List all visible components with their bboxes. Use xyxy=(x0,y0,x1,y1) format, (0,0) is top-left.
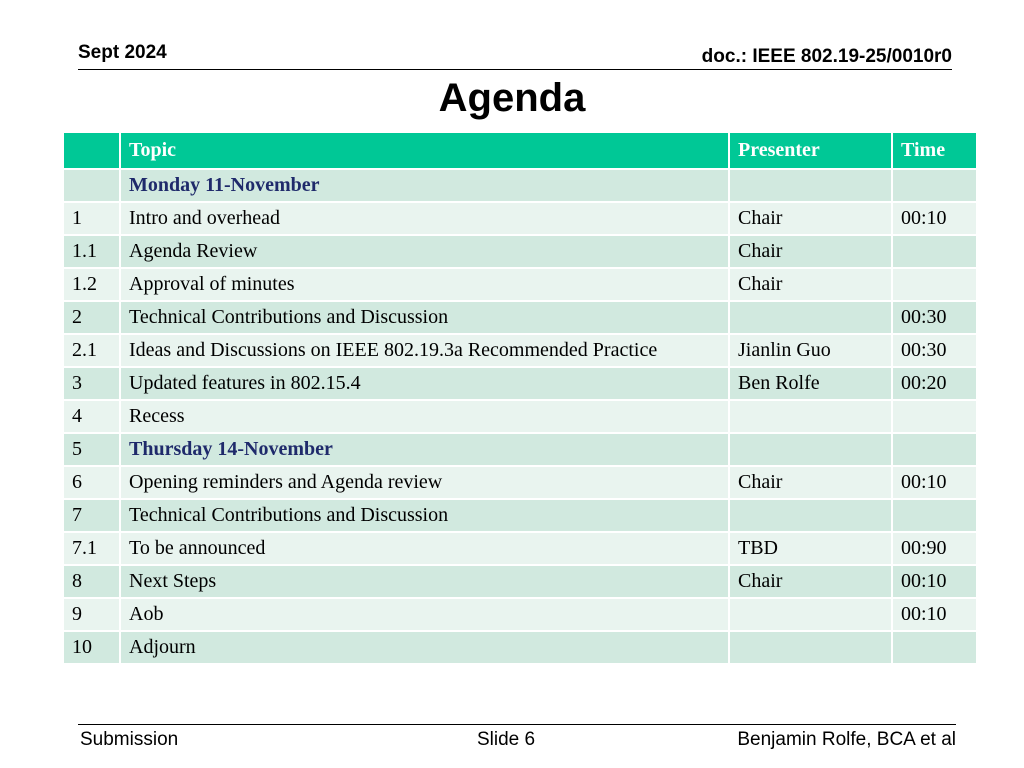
cell-time: 00:90 xyxy=(892,532,977,565)
col-header-time: Time xyxy=(892,132,977,169)
cell-presenter xyxy=(729,301,892,334)
cell-topic-day: Monday 11-November xyxy=(120,169,729,202)
cell-time: 00:30 xyxy=(892,301,977,334)
cell-time xyxy=(892,631,977,664)
footer-slide-number: Slide 6 xyxy=(477,729,536,750)
cell-topic: Opening reminders and Agenda review xyxy=(120,466,729,499)
footer-divider xyxy=(78,724,956,725)
cell-time: 00:10 xyxy=(892,466,977,499)
table-header-row xyxy=(63,132,977,169)
cell-topic: Aob xyxy=(120,598,729,631)
cell-presenter: Chair xyxy=(729,565,892,598)
cell-presenter xyxy=(729,433,892,466)
footer-submission: Submission xyxy=(80,729,179,750)
cell-topic: Technical Contributions and Discussion xyxy=(120,499,729,532)
table-row xyxy=(63,400,977,433)
col-header-number xyxy=(63,132,120,169)
col-header-topic: Topic xyxy=(120,132,729,169)
cell-number: 1.1 xyxy=(63,235,120,268)
cell-presenter: Chair xyxy=(729,268,892,301)
cell-time xyxy=(892,235,977,268)
cell-time xyxy=(892,499,977,532)
cell-number: 10 xyxy=(63,631,120,664)
cell-topic: Approval of minutes xyxy=(120,268,729,301)
cell-topic: Agenda Review xyxy=(120,235,729,268)
col-header-presenter: Presenter xyxy=(729,132,892,169)
cell-time: 00:10 xyxy=(892,598,977,631)
cell-topic: Adjourn xyxy=(120,631,729,664)
cell-presenter: Ben Rolfe xyxy=(729,367,892,400)
table-row xyxy=(63,433,977,466)
table-row xyxy=(63,466,977,499)
cell-topic: Recess xyxy=(120,400,729,433)
cell-topic: To be announced xyxy=(120,532,729,565)
cell-number: 8 xyxy=(63,565,120,598)
cell-presenter: Chair xyxy=(729,202,892,235)
table-row xyxy=(63,334,977,367)
cell-number: 4 xyxy=(63,400,120,433)
cell-topic: Next Steps xyxy=(120,565,729,598)
cell-time: 00:30 xyxy=(892,334,977,367)
table-row xyxy=(63,367,977,400)
table-row xyxy=(63,202,977,235)
cell-number: 6 xyxy=(63,466,120,499)
cell-number: 7.1 xyxy=(63,532,120,565)
agenda-table xyxy=(62,131,978,665)
cell-presenter xyxy=(729,169,892,202)
table-row xyxy=(63,169,977,202)
cell-presenter xyxy=(729,400,892,433)
table-row xyxy=(63,268,977,301)
cell-topic: Technical Contributions and Discussion xyxy=(120,301,729,334)
table-row xyxy=(63,235,977,268)
cell-time xyxy=(892,169,977,202)
cell-number: 9 xyxy=(63,598,120,631)
cell-number: 1.2 xyxy=(63,268,120,301)
cell-presenter xyxy=(729,631,892,664)
cell-number: 3 xyxy=(63,367,120,400)
table-row xyxy=(63,631,977,664)
header-divider xyxy=(78,69,952,70)
cell-topic: Ideas and Discussions on IEEE 802.19.3a Recommended Practice xyxy=(120,334,729,367)
cell-time xyxy=(892,433,977,466)
table-row xyxy=(63,499,977,532)
cell-number xyxy=(63,169,120,202)
footer-author: Benjamin Rolfe, BCA et al xyxy=(737,729,956,750)
cell-presenter: TBD xyxy=(729,532,892,565)
header-doc-id: doc.: IEEE 802.19-25/0010r0 xyxy=(701,46,952,67)
table-row xyxy=(63,565,977,598)
cell-topic: Intro and overhead xyxy=(120,202,729,235)
cell-number: 1 xyxy=(63,202,120,235)
cell-presenter: Jianlin Guo xyxy=(729,334,892,367)
cell-topic-day: Thursday 14-November xyxy=(120,433,729,466)
slide-title: Agenda xyxy=(438,76,586,120)
cell-presenter xyxy=(729,598,892,631)
cell-presenter xyxy=(729,499,892,532)
cell-topic: Updated features in 802.15.4 xyxy=(120,367,729,400)
cell-time xyxy=(892,268,977,301)
cell-number: 5 xyxy=(63,433,120,466)
cell-presenter: Chair xyxy=(729,466,892,499)
cell-number: 2 xyxy=(63,301,120,334)
cell-time: 00:20 xyxy=(892,367,977,400)
cell-time xyxy=(892,400,977,433)
table-row xyxy=(63,532,977,565)
header-date: Sept 2024 xyxy=(78,42,167,63)
cell-presenter: Chair xyxy=(729,235,892,268)
table-row xyxy=(63,301,977,334)
cell-time: 00:10 xyxy=(892,202,977,235)
cell-number: 2.1 xyxy=(63,334,120,367)
cell-number: 7 xyxy=(63,499,120,532)
table-row xyxy=(63,598,977,631)
cell-time: 00:10 xyxy=(892,565,977,598)
